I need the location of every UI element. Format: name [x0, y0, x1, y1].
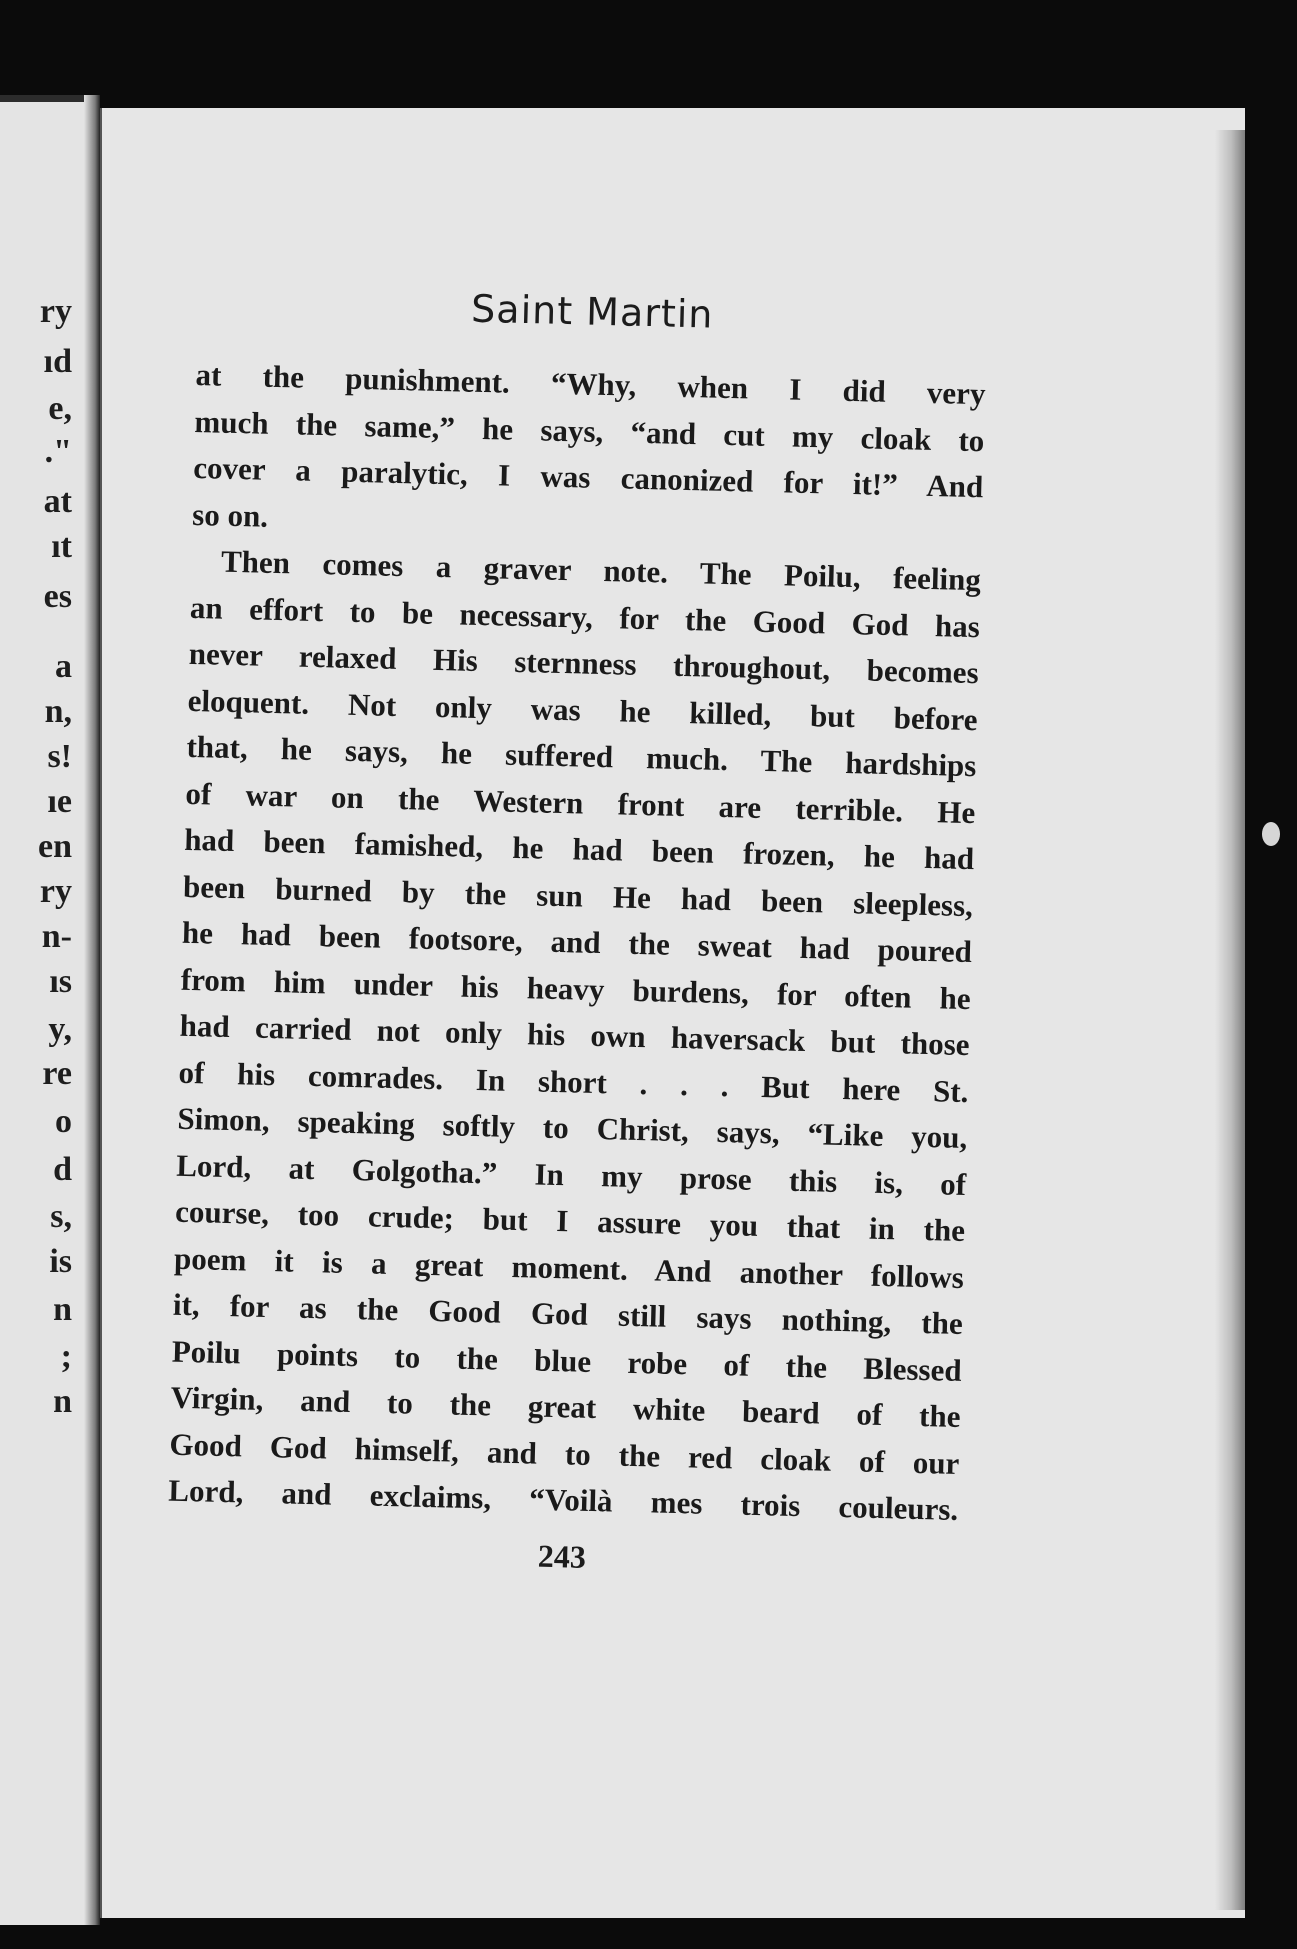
facing-page-fragment: ıd: [43, 343, 72, 380]
facing-page-fragment: .": [44, 433, 72, 470]
facing-page-fragment: s!: [47, 738, 72, 775]
text-line: never relaxed His sternness throughout, becomes: [188, 635, 980, 691]
facing-page-fragment: ;: [60, 1338, 72, 1375]
facing-page-fragment: a: [55, 648, 72, 685]
facing-page-fragment: d: [53, 1151, 72, 1188]
facing-page-fragment: e,: [48, 390, 72, 427]
page-content: [167, 280, 988, 1584]
facing-page-edge: [0, 95, 100, 1925]
running-head: Saint Martin: [470, 286, 714, 337]
text-line: that, he says, he suffered much. The hardships: [186, 728, 977, 784]
text-line: at the punishment. “Why, when I did very: [195, 356, 986, 412]
facing-page-fragment: n,: [44, 693, 72, 730]
facing-page-fragment: ıs: [49, 963, 72, 1000]
text-line: an effort to be necessary, for the Good God has: [189, 589, 981, 644]
facing-page-fragment: es: [43, 578, 72, 615]
text-line: Then comes a graver note. The Poilu, feeling: [220, 543, 982, 598]
facing-page-fragment: at: [43, 483, 72, 520]
body-text: [168, 352, 986, 1533]
facing-page-fragment: ry: [39, 293, 72, 330]
text-line: so on.: [191, 496, 269, 534]
facing-page-fragment: en: [38, 828, 72, 865]
text-line: cover a paralytic, I was canonized for it!” And: [192, 449, 984, 505]
text-line: from him under his heavy burdens, for often he: [180, 961, 972, 1016]
text-line: Good God himself, and to the red cloak of our: [169, 1426, 960, 1481]
text-line: Virgin, and to the great white beard of the: [170, 1379, 961, 1434]
text-line: it, for as the Good God still says nothing, the: [172, 1286, 964, 1341]
text-line: Poilu points to the blue robe of the Blessed: [171, 1333, 963, 1388]
page-number: 243: [537, 1537, 587, 1575]
facing-page-fragment: n: [53, 1383, 72, 1420]
book-gutter: [84, 95, 100, 1925]
facing-page-fragment: ry: [39, 873, 72, 910]
text-line: poem it is a great moment. And another follows: [173, 1240, 965, 1295]
text-line: of war on the Western front are terrible. He: [185, 775, 976, 830]
facing-page-fragment: ıe: [47, 783, 72, 820]
facing-page-fragment: n-: [41, 918, 72, 955]
facing-page-fragment: is: [49, 1243, 72, 1280]
text-line: eloquent. Not only was he killed, but before: [187, 682, 978, 737]
text-line: Lord, and exclaims, “Voilà mes trois couleurs.: [167, 1472, 959, 1527]
facing-page-fragment: ıt: [51, 528, 72, 565]
facing-page-fragment: o: [55, 1103, 72, 1140]
dust-speck: [1262, 822, 1280, 846]
text-line: had carried not only his own haversack but those: [179, 1007, 970, 1063]
text-line: been burned by the sun He had been sleepless,: [182, 868, 974, 923]
text-line: course, too crude; but I assure you that in the: [174, 1193, 966, 1249]
text-line: much the same,” he says, “and cut my cloak to: [194, 403, 985, 458]
facing-page-fragment: n: [53, 1291, 72, 1328]
page-right-edge-shadow: [1215, 130, 1245, 1910]
facing-page-fragment: s,: [50, 1198, 72, 1235]
facing-page-fragment: re: [42, 1055, 72, 1092]
text-line: Simon, speaking softly to Christ, says, “Like you,: [177, 1100, 968, 1156]
text-line: he had been footsore, and the sweat had poured: [181, 914, 973, 970]
text-line: had been famished, he had been frozen, he had: [183, 821, 975, 877]
facing-page-fragment: y,: [48, 1011, 72, 1048]
text-line: Lord, at Golgotha.” In my prose this is, of: [175, 1147, 967, 1202]
text-line: of his comrades. In short . . . But here St.: [178, 1054, 969, 1109]
